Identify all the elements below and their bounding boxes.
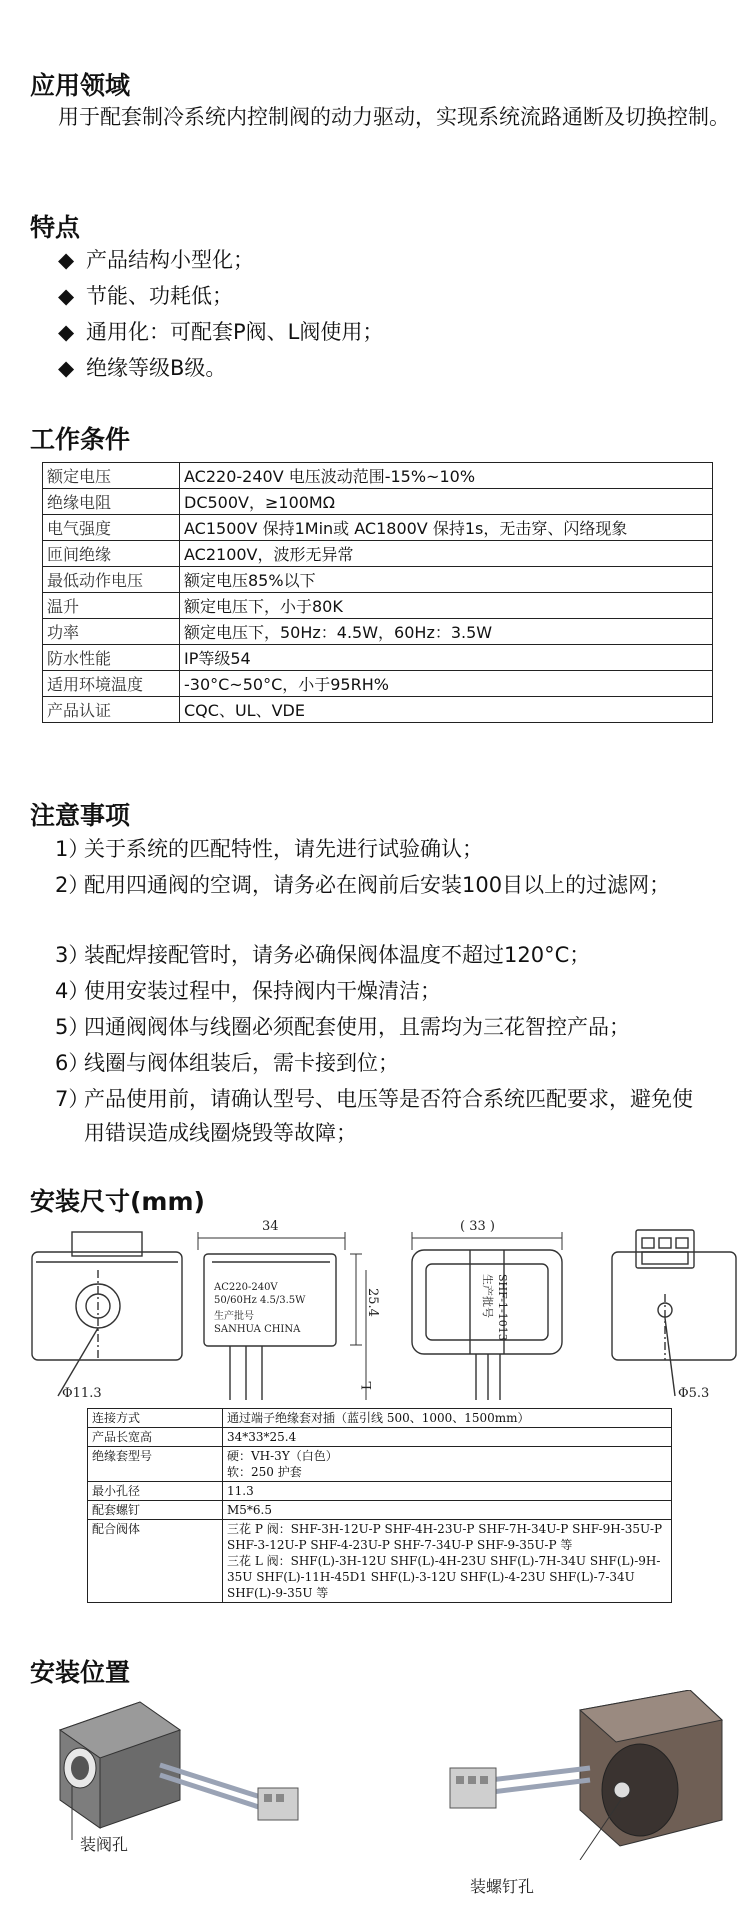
condition-value: 额定电压85%以下 <box>180 567 713 593</box>
width2-dimension-label: ( 33 ) <box>460 1219 495 1234</box>
spec-row <box>88 1520 672 1603</box>
height-dimension-label: 25.4 <box>365 1288 380 1317</box>
spec-row <box>88 1447 672 1482</box>
note-number: 3） <box>55 943 90 967</box>
nameplate-line-4: SANHUA CHINA <box>214 1324 301 1335</box>
conditions-row <box>43 697 713 723</box>
spec-key: 绝缘套型号 <box>88 1447 223 1482</box>
spec-key: 产品长宽高 <box>88 1428 223 1447</box>
feature-text: 通用化：可配套P阀、L阀使用； <box>86 320 384 344</box>
conditions-row <box>43 541 713 567</box>
note-number: 7） <box>55 1087 90 1111</box>
conditions-row <box>43 489 713 515</box>
section-title-conditions: 工作条件 <box>30 425 131 454</box>
feature-text: 节能、功耗低； <box>86 284 233 308</box>
diamond-bullet-icon: ◆ <box>58 248 75 272</box>
condition-key: 适用环境温度 <box>43 671 180 697</box>
section-title-position: 安装位置 <box>30 1658 131 1687</box>
caption-valve-hole: 装阀孔 <box>80 1835 129 1854</box>
condition-key: 防水性能 <box>43 645 180 671</box>
spec-key: 连接方式 <box>88 1409 223 1428</box>
condition-key: 额定电压 <box>43 463 180 489</box>
condition-key: 绝缘电阻 <box>43 489 180 515</box>
diamond-bullet-icon: ◆ <box>58 284 75 308</box>
spec-value-line: 34*33*25.4 <box>227 1430 297 1444</box>
section-title-features: 特点 <box>30 213 81 242</box>
note-text: 配用四通阀的空调，请务必在阀前后安装100目以上的过滤网； <box>84 873 671 897</box>
dimension-drawings <box>0 1210 750 1400</box>
condition-key: 产品认证 <box>43 697 180 723</box>
diamond-bullet-icon: ◆ <box>58 320 75 344</box>
hole-diameter-label: Φ11.3 <box>62 1386 102 1400</box>
condition-value: AC2100V，波形无异常 <box>180 541 713 567</box>
side-label-2: 生产批号 <box>481 1274 494 1318</box>
conditions-row <box>43 619 713 645</box>
nameplate-line-2: 50/60Hz 4.5/3.5W <box>214 1295 306 1306</box>
spec-value <box>223 1501 672 1520</box>
spec-key: 配套螺钉 <box>88 1501 223 1520</box>
spec-row <box>88 1428 672 1447</box>
feature-text: 绝缘等级B级。 <box>86 356 227 380</box>
condition-key: 匝间绝缘 <box>43 541 180 567</box>
note-item <box>55 938 704 972</box>
spec-value-line: 硬：VH-3Y（白色） <box>227 1449 338 1463</box>
nameplate-line-1: AC220-240V <box>214 1282 278 1293</box>
spec-row <box>88 1482 672 1501</box>
application-text: 用于配套制冷系统内控制阀的动力驱动，实现系统流路通断及切换控制。 <box>58 105 730 129</box>
nameplate-line-3: 生产批号 <box>214 1311 254 1322</box>
note-text: 使用安装过程中，保持阀内干燥清洁； <box>84 979 441 1003</box>
section-title-notes: 注意事项 <box>30 801 131 830</box>
condition-value: 额定电压下，小于80K <box>180 593 713 619</box>
feature-item <box>58 244 254 274</box>
note-number: 5） <box>55 1015 90 1039</box>
spec-row <box>88 1501 672 1520</box>
note-item <box>55 868 704 902</box>
install-position-right-illustration <box>440 1690 730 1860</box>
spec-key: 配合阀体 <box>88 1520 223 1603</box>
condition-key: 功率 <box>43 619 180 645</box>
section-title-application: 应用领域 <box>30 71 131 100</box>
conditions-row <box>43 567 713 593</box>
conditions-row <box>43 671 713 697</box>
note-text: 四通阀阀体与线圈必须配套使用，且需均为三花智控产品； <box>84 1015 630 1039</box>
section-title-dimensions: 安装尺寸(mm) <box>30 1187 205 1216</box>
spec-value-line: 通过端子绝缘套对插（蓝引线 500、1000、1500mm） <box>227 1411 530 1425</box>
condition-key: 电气强度 <box>43 515 180 541</box>
note-text: 关于系统的匹配特性，请先进行试验确认； <box>84 837 483 861</box>
spec-value-line: 11.3 <box>227 1484 254 1498</box>
connector-view-drawing <box>612 1230 736 1396</box>
spec-row <box>88 1409 672 1428</box>
front-view-drawing <box>32 1232 182 1396</box>
feature-item <box>58 316 383 346</box>
condition-key: 最低动作电压 <box>43 567 180 593</box>
conditions-table <box>42 462 713 723</box>
condition-value: 额定电压下，50Hz：4.5W，60Hz：3.5W <box>180 619 713 645</box>
screw-diameter-label: Φ5.3 <box>678 1386 710 1400</box>
spec-value-line: 软：250 护套 <box>227 1465 302 1479</box>
note-number: 1） <box>55 837 90 861</box>
condition-value: DC500V，≥100MΩ <box>180 489 713 515</box>
conditions-row <box>43 593 713 619</box>
condition-value: -30°C~50°C，小于95RH% <box>180 671 713 697</box>
spec-value <box>223 1447 672 1482</box>
condition-value: IP等级54 <box>180 645 713 671</box>
spec-value-line: M5*6.5 <box>227 1503 273 1517</box>
diamond-bullet-icon: ◆ <box>58 356 75 380</box>
conditions-row <box>43 463 713 489</box>
length-dimension-label: L <box>360 1381 375 1390</box>
spec-value-line: 三花 L 阀：SHF(L)-3H-12U SHF(L)-4H-23U SHF(L)-7H-34U SHF(L)-9H-35U SHF(L)-11H-45D1 SHF(L)-3-12U SHF(L)-4-23U SHF(L)-7-34U SHF(L)-9-35U 等 <box>227 1554 661 1600</box>
side-label-1: SHF-1-1013 <box>496 1274 509 1341</box>
width-dimension-label: 34 <box>262 1219 279 1234</box>
note-item <box>55 832 704 866</box>
feature-item <box>58 352 226 382</box>
spec-table <box>87 1408 672 1603</box>
spec-value <box>223 1409 672 1428</box>
note-text: 装配焊接配管时，请务必确保阀体温度不超过120°C； <box>84 943 591 967</box>
note-number: 4） <box>55 979 90 1003</box>
note-text: 产品使用前，请确认型号、电压等是否符合系统匹配要求，避免使用错误造成线圈烧毁等故障； <box>84 1087 693 1145</box>
caption-screw-hole: 装螺钉孔 <box>470 1877 535 1896</box>
condition-value: AC1500V 保持1Min或 AC1800V 保持1s，无击穿、闪络现象 <box>180 515 713 541</box>
note-item <box>55 1082 704 1150</box>
condition-key: 温升 <box>43 593 180 619</box>
conditions-row <box>43 645 713 671</box>
spec-value <box>223 1428 672 1447</box>
note-item <box>55 1046 704 1080</box>
note-item <box>55 1010 704 1044</box>
note-text: 线圈与阀体组装后，需卡接到位； <box>84 1051 399 1075</box>
install-position-left-illustration <box>40 1690 320 1840</box>
spec-value <box>223 1520 672 1603</box>
condition-value: CQC、UL、VDE <box>180 697 713 723</box>
note-number: 6） <box>55 1051 90 1075</box>
note-item <box>55 974 704 1008</box>
spec-value <box>223 1482 672 1501</box>
spec-key: 最小孔径 <box>88 1482 223 1501</box>
feature-text: 产品结构小型化； <box>86 248 254 272</box>
feature-item <box>58 280 233 310</box>
conditions-row <box>43 515 713 541</box>
condition-value: AC220-240V 电压波动范围-15%~10% <box>180 463 713 489</box>
spec-value-line: 三花 P 阀：SHF-3H-12U-P SHF-4H-23U-P SHF-7H-34U-P SHF-9H-35U-P SHF-3-12U-P SHF-4-23U-P SHF-7-34U-P SHF-9-35U-P 等 <box>227 1522 663 1552</box>
note-number: 2） <box>55 873 90 897</box>
